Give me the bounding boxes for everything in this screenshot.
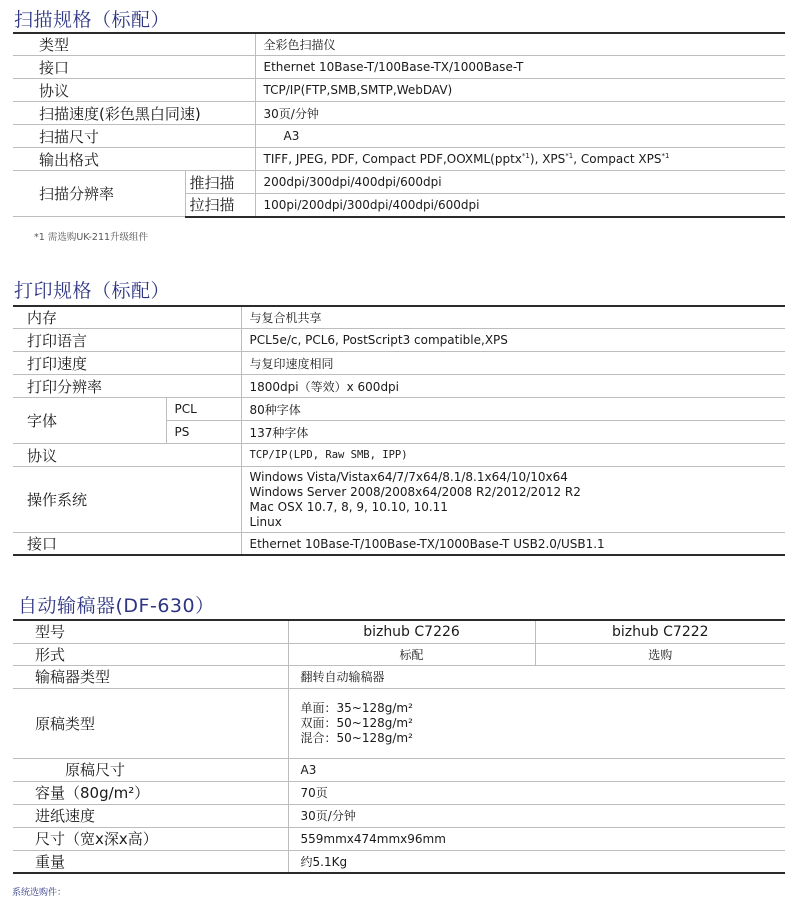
os-line: Windows Vista/Vistax64/7/7x64/8.1/8.1x64/10/10x64 [249,469,568,484]
table-row [13,620,785,643]
table-row [13,329,785,352]
table-row [13,102,785,125]
model-c7226: bizhub C7226 [288,620,535,643]
row-label: 内存 [13,306,241,329]
form-c7226: 标配 [288,643,535,665]
row-label: 打印分辨率 [13,375,241,398]
form-c7222: 选购 [535,643,785,665]
table-row [13,352,785,375]
row-label: 原稿类型 [13,688,288,758]
push-scan-value: 200dpi/300dpi/400dpi/600dpi [255,171,785,194]
row-value: 559mmx474mmx96mm [288,827,785,850]
row-value: 与复合机共享 [241,306,785,329]
adf-spec-table [13,619,785,874]
scan-footnote: *1 需选购UK-211升级组件 [34,232,149,243]
row-value: 约5.1Kg [288,850,785,873]
row-value: PCL5e/c, PCL6, PostScript3 compatible,XPS [241,329,785,352]
row-value: 30页/分钟 [255,102,785,125]
font-ps-value: 137种字体 [241,421,785,444]
table-row [13,467,785,533]
row-value: TCP/IP(LPD, Raw SMB, IPP) [241,444,785,467]
original-type-line: 单面：35~128g/m² [300,700,413,715]
row-label: 接口 [13,533,241,556]
table-row [13,643,785,665]
row-value: 与复印速度相同 [241,352,785,375]
row-label: 协议 [13,444,241,467]
table-row [13,781,785,804]
row-label: 容量（80g/m²） [13,781,288,804]
row-value: Ethernet 10Base-T/100Base-TX/1000Base-T USB2.0/USB1.1 [241,533,785,556]
font-pcl-label: PCL [166,398,241,421]
table-row [13,125,785,148]
os-line: Linux [249,514,282,529]
print-section-title: 打印规格（标配） [14,280,171,302]
print-spec-table [13,305,785,556]
row-value: 1800dpi（等效）x 600dpi [241,375,785,398]
row-label: 协议 [13,79,255,102]
row-label: 进纸速度 [13,804,288,827]
row-label: 形式 [13,643,288,665]
table-row [13,398,785,421]
table-row [13,804,785,827]
row-label: 型号 [13,620,288,643]
table-row [13,444,785,467]
row-label: 扫描分辨率 [13,171,185,217]
font-pcl-value: 80种字体 [241,398,785,421]
row-label: 输稿器类型 [13,665,288,688]
push-scan-label: 推扫描 [185,171,255,194]
table-row [13,827,785,850]
row-value: 30页/分钟 [288,804,785,827]
row-label: 尺寸（宽x深x高） [13,827,288,850]
table-row [13,33,785,56]
row-value: A3 [255,125,785,148]
table-row [13,850,785,873]
os-list [241,467,785,533]
adf-section-title: 自动输稿器(DF-630） [18,595,215,617]
optional-parts-label: 系统选购件： [12,888,67,898]
table-row [13,688,785,758]
row-value: 70页 [288,781,785,804]
table-row [13,306,785,329]
row-label: 接口 [13,56,255,79]
table-row [13,148,785,171]
row-label: 扫描速度(彩色黑白同速) [13,102,255,125]
row-label: 操作系统 [13,467,241,533]
pull-scan-label: 拉扫描 [185,194,255,217]
scan-spec-table [13,32,785,218]
row-value: 全彩色扫描仪 [255,33,785,56]
row-value: Ethernet 10Base-T/100Base-TX/1000Base-T [255,56,785,79]
row-value: 翻转自动输稿器 [288,665,785,688]
original-type-list [288,688,785,758]
row-value: TCP/IP(FTP,SMB,SMTP,WebDAV) [255,79,785,102]
table-row [13,665,785,688]
output-format-value: TIFF, JPEG, PDF, Compact PDF,OOXML(pptx$^{*1}$), XPS$^{*1}$, Compact XPS$^{*1}$ [255,148,785,171]
row-label: 字体 [13,398,166,444]
row-label: 输出格式 [13,148,255,171]
table-row [13,56,785,79]
row-label: 类型 [13,33,255,56]
font-ps-label: PS [166,421,241,444]
model-c7222: bizhub C7222 [535,620,785,643]
original-type-line: 双面：50~128g/m² [300,715,413,730]
table-row [13,758,785,781]
table-row [13,171,785,194]
table-row [13,533,785,556]
table-row [13,79,785,102]
pull-scan-value: 100pi/200dpi/300dpi/400dpi/600dpi [255,194,785,217]
scan-section-title: 扫描规格（标配） [14,9,171,31]
original-type-line: 混合：50~128g/m² [300,730,413,745]
table-row [13,375,785,398]
row-label: 打印速度 [13,352,241,375]
row-label: 打印语言 [13,329,241,352]
os-line: Mac OSX 10.7, 8, 9, 10.10, 10.11 [249,499,448,514]
os-line: Windows Server 2008/2008x64/2008 R2/2012/2012 R2 [249,484,581,499]
row-value: A3 [288,758,785,781]
row-label: 扫描尺寸 [13,125,255,148]
row-label: 原稿尺寸 [13,758,288,781]
row-label: 重量 [13,850,288,873]
